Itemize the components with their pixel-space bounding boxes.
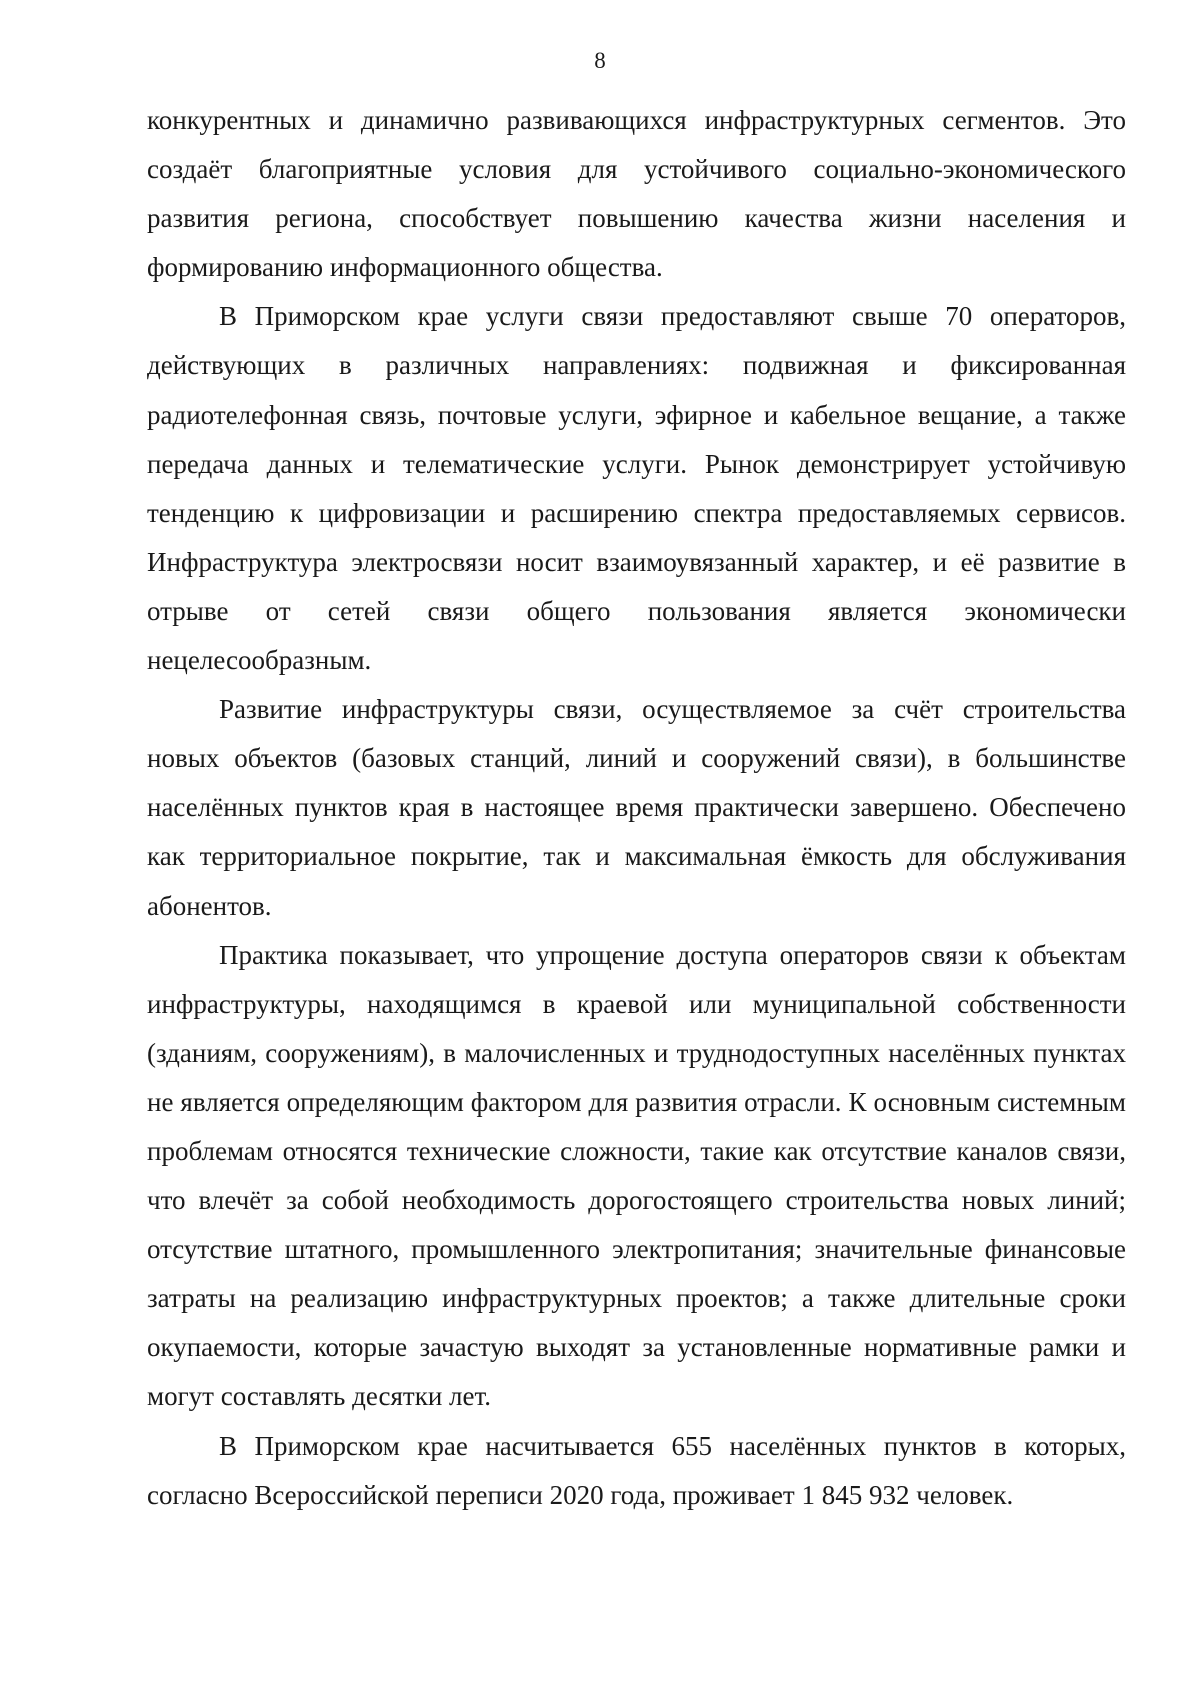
paragraph-operators: В Приморском крае услуги связи предоставляют свыше 70 операторов, действующих в различных направлениях: подвижная и фиксированная радиотелефонная связь, почтовые услуги, эфирное и кабельное вещание, а также передача данных и телематические услуги. Рынок демонстрирует устойчивую тенденцию к цифровизации и расширению спектра предоставляемых сервисов. Инфраструктура электросвязи носит взаимоувязанный характер, и её развитие в отрыве от сетей связи общего пользования является экономически нецелесообразным.: [147, 301, 1126, 676]
paragraph-practice-problems: Практика показывает, что упрощение доступа операторов связи к объектам инфраструктуры, находящимся в краевой или муниципальной собственности (зданиям, сооружениям), в малочисленных и труднодоступных населённых пунктах не является определяющим фактором для развития отрасли. К основным системным проблемам относятся технические сложности, такие как отсутствие каналов связи, что влечёт за собой необходимость дорогостоящего строительства новых линий; отсутствие штатного, промышленного электропитания; значительные финансовые затраты на реализацию инфраструктурных проектов; а также длительные сроки окупаемости, которые зачастую выходят за установленные нормативные рамки и могут составлять десятки лет.: [147, 939, 1126, 1412]
paragraph-settlements: В Приморском крае насчитывается 655 населённых пунктов в которых, согласно Всероссийской переписи 2020 года, проживает 1 845 932 человек.: [147, 1430, 1126, 1510]
paragraph-infrastructure-development: Развитие инфраструктуры связи, осуществляемое за счёт строительства новых объектов (базовых станций, линий и сооружений связи), в большинстве населённых пунктов края в настоящее время практически завершено. Обеспечено как территориальное покрытие, так и максимальная ёмкость для обслуживания абонентов.: [147, 694, 1126, 921]
document-body: [147, 96, 1126, 1520]
paragraph-continuation: конкурентных и динамично развивающихся инфраструктурных сегментов. Это создаёт благоприятные условия для устойчивого социально-экономического развития региона, способствует повышению качества жизни населения и формированию информационного общества.: [147, 105, 1126, 283]
page-number: 8: [594, 48, 606, 73]
